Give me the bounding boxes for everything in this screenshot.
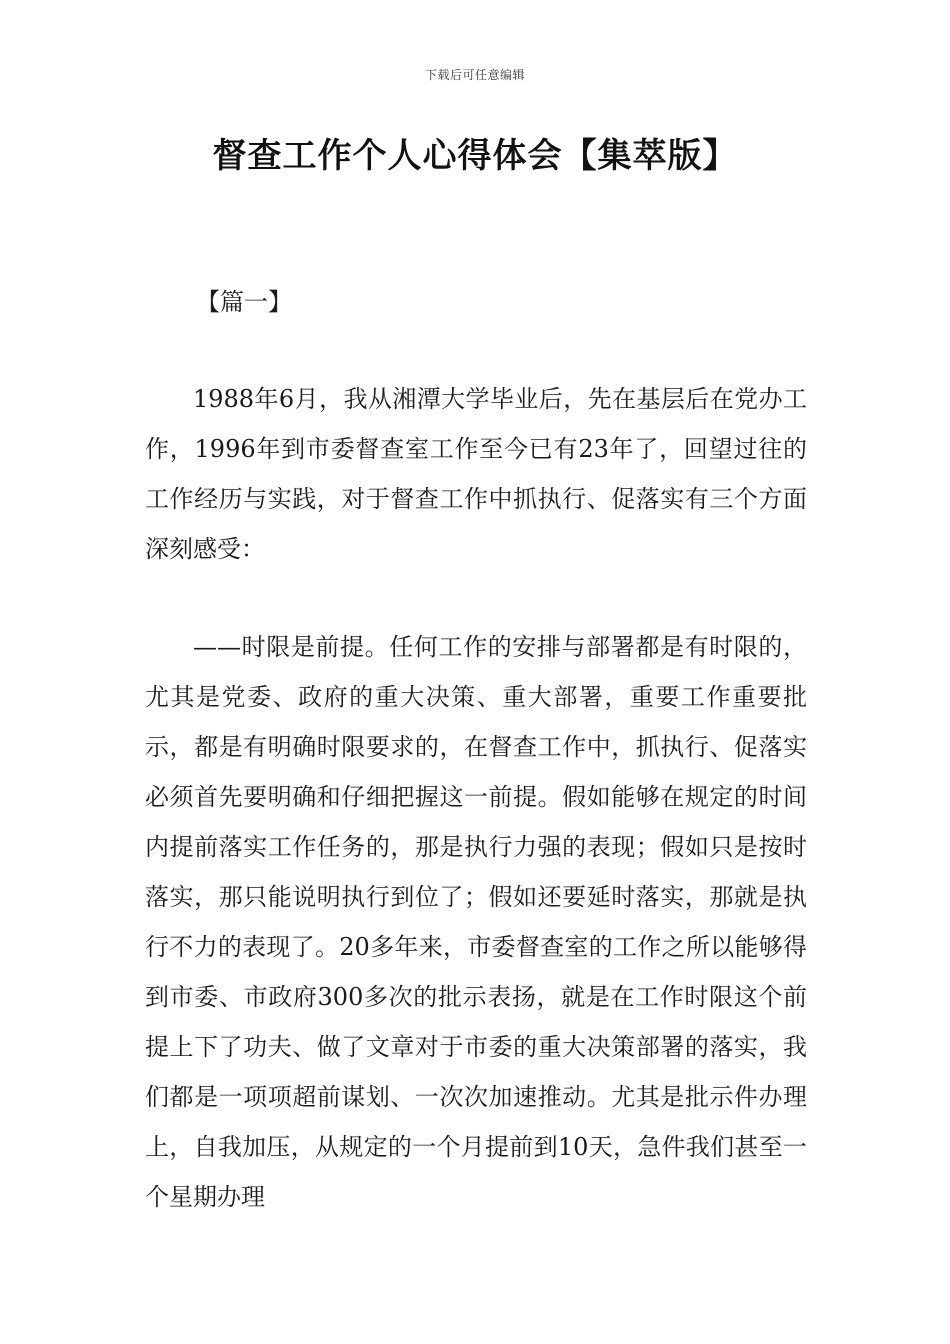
- header-note: 下载后可任意编辑: [424, 68, 525, 82]
- section-label: 【篇一】: [196, 288, 292, 316]
- document-title: 督查工作个人心得体会【集萃版】: [212, 136, 738, 176]
- body-paragraph: 1988年6月，我从湘潭大学毕业后，先在基层后在党办工作，1996年到市委督查室工作至今已有23年了，回望过往的工作经历与实践，对于督查工作中抓执行、促落实有三个方面深刻感受：: [145, 385, 807, 563]
- body-paragraph: ——时限是前提。任何工作的安排与部署都是有时限的，尤其是党委、政府的重大决策、重大部署，重要工作重要批示，都是有明确时限要求的，在督查工作中，抓执行、促落实必须首先要明确和仔细把握这一前提。假如能够在规定的时间内提前落实工作任务的，那是执行力强的表现；假如只是按时落实，那只能说明执行到位了；假如还要延时落实，那就是执行不力的表现了。20多年来，市委督查室的工作之所以能够得到市委、市政府300多次的批示表扬，就是在工作时限这个前提上下了功夫、做了文章对于市委的重大决策部署的落实，我们都是一项项超前谋划、一次次加速推动。尤其是批示件办理上，自我加压，从规定的一个月提前到10天，急件我们甚至一个星期办理: [145, 633, 807, 1211]
